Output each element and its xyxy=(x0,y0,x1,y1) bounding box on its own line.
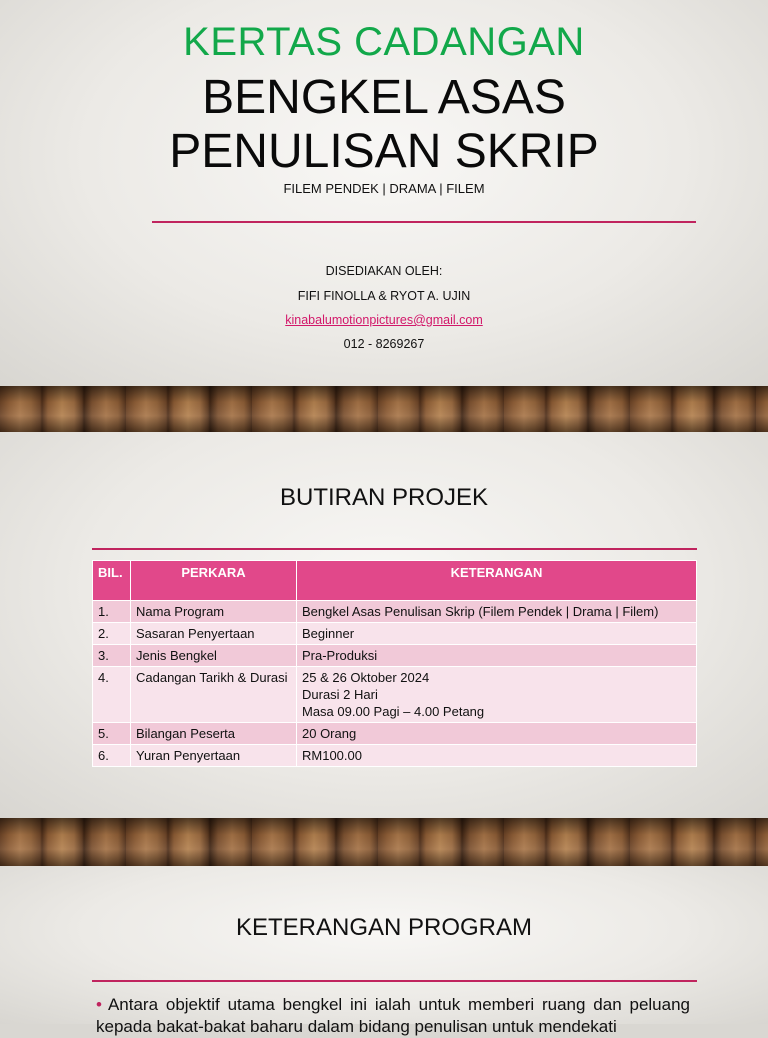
col-header-perkara: PERKARA xyxy=(131,561,297,601)
cell-bil: 2. xyxy=(93,623,131,645)
cell-perkara: Nama Program xyxy=(131,601,297,623)
wood-floor-divider xyxy=(0,386,768,432)
cell-keterangan: Bengkel Asas Penulisan Skrip (Filem Pendek | Drama | Filem) xyxy=(297,601,697,623)
email-link[interactable]: kinabalumotionpictures@gmail.com xyxy=(285,313,483,327)
project-details-slide xyxy=(0,432,768,818)
table-row xyxy=(93,723,697,745)
keterangan-line: Masa 09.00 Pagi – 4.00 Petang xyxy=(302,704,485,719)
kicker-title: KERTAS CADANGAN xyxy=(183,20,585,64)
keterangan-line: Durasi 2 Hari xyxy=(302,687,378,702)
main-title-line2: PENULISAN SKRIP xyxy=(169,125,599,178)
col-header-keterangan: KETERANGAN xyxy=(297,561,697,601)
program-description-slide xyxy=(0,866,768,1036)
wood-floor-divider xyxy=(0,818,768,866)
description-paragraph xyxy=(96,994,690,1038)
cell-keterangan: RM100.00 xyxy=(297,745,697,767)
table-row xyxy=(93,601,697,623)
cell-perkara: Jenis Bengkel xyxy=(131,645,297,667)
cell-bil: 4. xyxy=(93,667,131,723)
cell-perkara: Bilangan Peserta xyxy=(131,723,297,745)
subtitle: FILEM PENDEK | DRAMA | FILEM xyxy=(283,181,485,196)
table-row xyxy=(93,645,697,667)
prepared-by: FIFI FINOLLA & RYOT A. UJIN xyxy=(297,289,471,303)
prepared-label: DISEDIAKAN OLEH: xyxy=(325,264,443,278)
cell-keterangan: Pra-Produksi xyxy=(297,645,697,667)
bullet-icon: • xyxy=(96,995,102,1014)
heading-divider xyxy=(92,548,697,550)
project-table xyxy=(92,560,697,767)
cell-bil: 5. xyxy=(93,723,131,745)
title-slide xyxy=(0,0,768,386)
slide-heading: BUTIRAN PROJEK xyxy=(279,484,489,511)
cell-perkara: Sasaran Penyertaan xyxy=(131,623,297,645)
table-row xyxy=(93,667,697,723)
phone-number: 012 - 8269267 xyxy=(343,337,425,351)
title-divider xyxy=(152,221,696,223)
cell-bil: 1. xyxy=(93,601,131,623)
col-header-bil: BIL. xyxy=(93,561,131,601)
cell-keterangan xyxy=(297,667,697,723)
main-title-line1: BENGKEL ASAS xyxy=(202,71,566,124)
table-row xyxy=(93,623,697,645)
cell-perkara: Yuran Penyertaan xyxy=(131,745,297,767)
heading-divider xyxy=(92,980,697,982)
cell-bil: 6. xyxy=(93,745,131,767)
description-text: Antara objektif utama bengkel ini ialah untuk memberi ruang dan peluang kepada bakat-bakat baharu dalam bidang penulisan untuk mendekati xyxy=(96,995,690,1036)
cell-bil: 3. xyxy=(93,645,131,667)
cell-keterangan: Beginner xyxy=(297,623,697,645)
slide-heading: KETERANGAN PROGRAM xyxy=(235,914,533,941)
cell-perkara: Cadangan Tarikh & Durasi xyxy=(131,667,297,723)
keterangan-line: 25 & 26 Oktober 2024 xyxy=(302,670,430,685)
table-row xyxy=(93,745,697,767)
cell-keterangan: 20 Orang xyxy=(297,723,697,745)
